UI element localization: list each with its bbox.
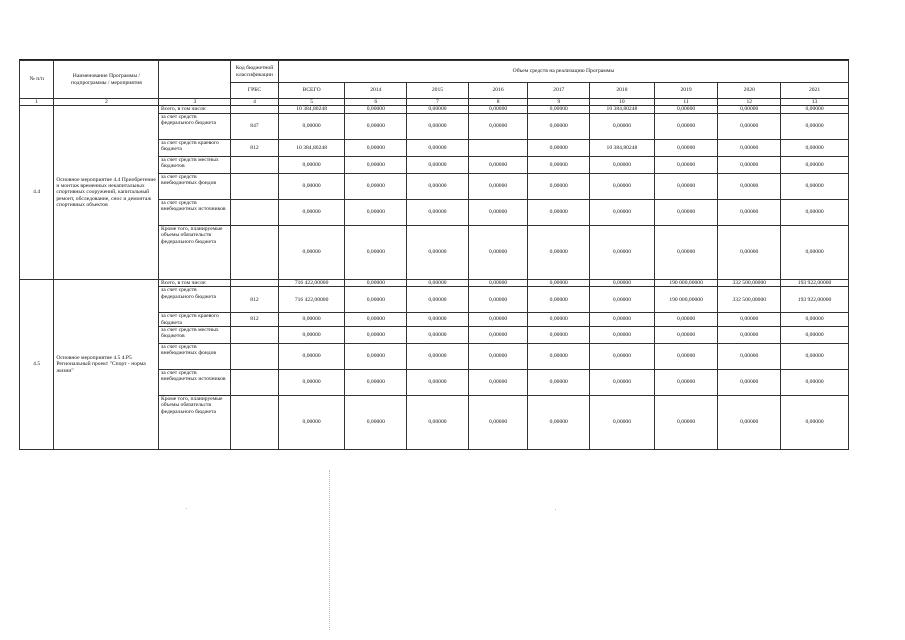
amount-cell: 0,00000 (278, 113, 345, 139)
amount-cell: 0,00000 (407, 313, 469, 327)
amount-cell: 332 500,00000 (718, 279, 781, 286)
amount-cell: 0,00000 (781, 199, 849, 225)
amount-cell: 0,00000 (278, 396, 345, 450)
table-row (20, 106, 849, 113)
amount-cell: 0,00000 (345, 327, 407, 344)
amount-cell: 0,00000 (528, 156, 590, 173)
grbs-code: 812 (231, 287, 279, 313)
amount-cell: 0,00000 (590, 313, 655, 327)
amount-cell: 332 500,00000 (718, 287, 781, 313)
amount-cell: 0,00000 (278, 156, 345, 173)
amount-cell: 0,00000 (278, 313, 345, 327)
amount-cell: 0,00000 (468, 327, 528, 344)
amount-cell: 10 384,80248 (590, 139, 655, 156)
amount-cell: 0,00000 (407, 396, 469, 450)
amount-cell: 0,00000 (590, 287, 655, 313)
index-cell: 8 (468, 99, 528, 106)
amount-cell: 10 384,80248 (278, 106, 345, 113)
funding-source: за счет средств местных бюджетов (159, 327, 231, 344)
amount-cell: 0,00000 (718, 313, 781, 327)
amount-cell: 0,00000 (654, 225, 718, 279)
header-name: Наименование Программы / подпрограммы / мероприятия (54, 61, 159, 99)
amount-cell: 0,00000 (468, 156, 528, 173)
amount-cell: 0,00000 (345, 279, 407, 286)
header-year: 2017 (528, 83, 590, 99)
funding-source: за счет средств краевого бюджета (159, 313, 231, 327)
amount-cell: 0,00000 (345, 156, 407, 173)
amount-cell: 0,00000 (528, 344, 590, 370)
amount-cell: 0,00000 (407, 225, 469, 279)
grbs-code (231, 225, 279, 279)
amount-cell: 0,00000 (278, 344, 345, 370)
amount-cell: 0,00000 (345, 225, 407, 279)
index-cell: 11 (654, 99, 718, 106)
amount-cell: 0,00000 (654, 199, 718, 225)
measure-name: Основное мероприятие 4.5 4.P5 Региональный проект "Спорт - норма жизни" (54, 279, 159, 449)
table-row (20, 279, 849, 286)
amount-cell: 0,00000 (781, 106, 849, 113)
funding-table (19, 60, 849, 450)
header-grbs: ГРБС (231, 83, 279, 99)
amount-cell: 0,00000 (718, 225, 781, 279)
amount-cell: 0,00000 (590, 113, 655, 139)
grbs-code: 812 (231, 139, 279, 156)
header-funding: Объем средств на реализацию Программы (278, 61, 848, 83)
amount-cell: 0,00000 (718, 344, 781, 370)
grbs-code (231, 199, 279, 225)
amount-cell: 0,00000 (468, 370, 528, 396)
amount-cell: 0,00000 (468, 344, 528, 370)
amount-cell: 0,00000 (345, 199, 407, 225)
amount-cell: 0,00000 (781, 225, 849, 279)
amount-cell: 0,00000 (718, 327, 781, 344)
amount-cell: 0,00000 (407, 106, 469, 113)
amount-cell: 0,00000 (718, 113, 781, 139)
amount-cell: 0,00000 (528, 199, 590, 225)
amount-cell: 0,00000 (590, 370, 655, 396)
scan-speck (186, 508, 187, 509)
amount-cell: 0,00000 (407, 370, 469, 396)
amount-cell: 0,00000 (278, 173, 345, 199)
index-cell: 9 (528, 99, 590, 106)
amount-cell: 193 922,00000 (781, 287, 849, 313)
amount-cell: 0,00000 (590, 396, 655, 450)
amount-cell: 0,00000 (345, 106, 407, 113)
amount-cell: 0,00000 (654, 313, 718, 327)
amount-cell: 0,00000 (468, 396, 528, 450)
amount-cell: 0,00000 (528, 139, 590, 156)
amount-cell: 0,00000 (407, 156, 469, 173)
index-cell: 4 (231, 99, 279, 106)
header-year: 2016 (468, 83, 528, 99)
amount-cell: 0,00000 (528, 287, 590, 313)
funding-source: Всего, в том числе: (159, 279, 231, 286)
amount-cell: 0,00000 (781, 396, 849, 450)
header-row-1 (20, 61, 849, 83)
amount-cell: 0,00000 (468, 279, 528, 286)
amount-cell: 0,00000 (781, 139, 849, 156)
index-cell: 3 (159, 99, 231, 106)
measure-number: 4.5 (20, 279, 54, 449)
index-cell: 2 (54, 99, 159, 106)
grbs-code (231, 370, 279, 396)
amount-cell: 0,00000 (407, 327, 469, 344)
amount-cell: 0,00000 (528, 279, 590, 286)
header-year: 2018 (590, 83, 655, 99)
amount-cell: 0,00000 (781, 327, 849, 344)
amount-cell: 0,00000 (654, 327, 718, 344)
index-cell: 5 (278, 99, 345, 106)
grbs-code: 812 (231, 313, 279, 327)
amount-cell: 0,00000 (718, 173, 781, 199)
amount-cell: 0,00000 (590, 156, 655, 173)
amount-cell: 0,00000 (278, 327, 345, 344)
amount-cell: 0,00000 (407, 173, 469, 199)
index-cell: 12 (718, 99, 781, 106)
amount-cell: 0,00000 (528, 370, 590, 396)
grbs-code (231, 106, 279, 113)
funding-source: Кроме того, планируемые объемы обязательств федерального бюджета (159, 396, 231, 450)
index-row (20, 99, 849, 106)
index-cell: 1 (20, 99, 54, 106)
grbs-code (231, 279, 279, 286)
amount-cell: 0,00000 (718, 199, 781, 225)
amount-cell: 190 000,00000 (654, 279, 718, 286)
amount-cell: 0,00000 (407, 113, 469, 139)
amount-cell: 10 384,80248 (590, 106, 655, 113)
amount-cell: 0,00000 (781, 113, 849, 139)
amount-cell: 0,00000 (468, 173, 528, 199)
amount-cell: 0,00000 (528, 313, 590, 327)
amount-cell: 0,00000 (345, 173, 407, 199)
amount-cell: 0,00000 (781, 313, 849, 327)
amount-cell: 0,00000 (345, 396, 407, 450)
amount-cell: 0,00000 (590, 173, 655, 199)
funding-source: за счет средств федерального бюджета (159, 287, 231, 313)
amount-cell: 0,00000 (654, 173, 718, 199)
funding-source: Кроме того, планируемые объемы обязательств федерального бюджета (159, 225, 231, 279)
grbs-code (231, 344, 279, 370)
header-year: ВСЕГО (278, 83, 345, 99)
amount-cell: 0,00000 (718, 106, 781, 113)
grbs-code (231, 327, 279, 344)
amount-cell: 0,00000 (590, 199, 655, 225)
amount-cell: 0,00000 (468, 113, 528, 139)
amount-cell: 0,00000 (345, 313, 407, 327)
amount-cell: 0,00000 (468, 313, 528, 327)
amount-cell: 0,00000 (468, 225, 528, 279)
amount-cell: 0,00000 (654, 106, 718, 113)
grbs-code (231, 396, 279, 450)
amount-cell: 0,00000 (345, 370, 407, 396)
measure-number: 4.4 (20, 106, 54, 279)
amount-cell: 0,00000 (654, 396, 718, 450)
center-fold-mark (329, 470, 331, 630)
amount-cell: 0,00000 (345, 113, 407, 139)
amount-cell: 0,00000 (781, 344, 849, 370)
scan-speck (555, 509, 556, 510)
amount-cell: 0,00000 (278, 225, 345, 279)
amount-cell: 190 000,00000 (654, 287, 718, 313)
index-cell: 7 (407, 99, 469, 106)
amount-cell: 0,00000 (345, 287, 407, 313)
funding-source: за счет средств федерального бюджета (159, 113, 231, 139)
funding-source: за счет средств внебюджетных источников (159, 199, 231, 225)
amount-cell: 0,00000 (718, 370, 781, 396)
header-year: 2014 (345, 83, 407, 99)
header-num: № п/п (20, 61, 54, 99)
amount-cell: 716 422,00000 (278, 279, 345, 286)
index-cell: 10 (590, 99, 655, 106)
funding-source: за счет средств местных бюджетов (159, 156, 231, 173)
amount-cell (468, 139, 528, 156)
amount-cell: 0,00000 (407, 287, 469, 313)
amount-cell: 0,00000 (407, 139, 469, 156)
amount-cell: 0,00000 (528, 173, 590, 199)
amount-cell: 0,00000 (590, 225, 655, 279)
header-blank (159, 61, 231, 99)
amount-cell: 0,00000 (654, 156, 718, 173)
amount-cell: 0,00000 (654, 344, 718, 370)
funding-source: за счет средств внебюджетных источников (159, 370, 231, 396)
amount-cell: 0,00000 (590, 279, 655, 286)
amount-cell: 0,00000 (528, 396, 590, 450)
amount-cell: 0,00000 (590, 327, 655, 344)
header-year: 2019 (654, 83, 718, 99)
amount-cell: 0,00000 (407, 344, 469, 370)
amount-cell: 0,00000 (528, 106, 590, 113)
amount-cell: 0,00000 (345, 344, 407, 370)
funding-source: за счет средств внебюджетных фондов (159, 344, 231, 370)
amount-cell: 0,00000 (654, 113, 718, 139)
grbs-code: 847 (231, 113, 279, 139)
amount-cell: 10 384,80248 (278, 139, 345, 156)
amount-cell: 0,00000 (781, 173, 849, 199)
amount-cell: 0,00000 (468, 287, 528, 313)
index-cell: 13 (781, 99, 849, 106)
amount-cell: 193 922,00000 (781, 279, 849, 286)
header-year: 2021 (781, 83, 849, 99)
amount-cell: 716 422,00000 (278, 287, 345, 313)
amount-cell: 0,00000 (278, 199, 345, 225)
amount-cell: 0,00000 (278, 370, 345, 396)
amount-cell: 0,00000 (528, 225, 590, 279)
amount-cell: 0,00000 (345, 139, 407, 156)
amount-cell: 0,00000 (718, 396, 781, 450)
amount-cell: 0,00000 (528, 113, 590, 139)
header-year: 2015 (407, 83, 469, 99)
amount-cell: 0,00000 (468, 106, 528, 113)
header-year: 2020 (718, 83, 781, 99)
index-cell: 6 (345, 99, 407, 106)
amount-cell: 0,00000 (528, 327, 590, 344)
funding-source: Всего, в том числе: (159, 106, 231, 113)
amount-cell: 0,00000 (781, 156, 849, 173)
amount-cell: 0,00000 (781, 370, 849, 396)
grbs-code (231, 173, 279, 199)
grbs-code (231, 156, 279, 173)
amount-cell: 0,00000 (407, 279, 469, 286)
amount-cell: 0,00000 (407, 199, 469, 225)
funding-source: за счет средств внебюджетных фондов (159, 173, 231, 199)
measure-name: Основное мероприятие 4.4 Приобретение и монтаж временных некапитальных спортивных сооружений, капитальный ремонт, обследование, снос и демонтаж спортивных объектов (54, 106, 159, 279)
amount-cell: 0,00000 (718, 139, 781, 156)
funding-source: за счет средств краевого бюджета (159, 139, 231, 156)
amount-cell: 0,00000 (468, 199, 528, 225)
amount-cell: 0,00000 (654, 370, 718, 396)
amount-cell: 0,00000 (654, 139, 718, 156)
amount-cell: 0,00000 (718, 156, 781, 173)
header-code: Код бюджетной классификации (231, 61, 279, 83)
amount-cell: 0,00000 (590, 344, 655, 370)
